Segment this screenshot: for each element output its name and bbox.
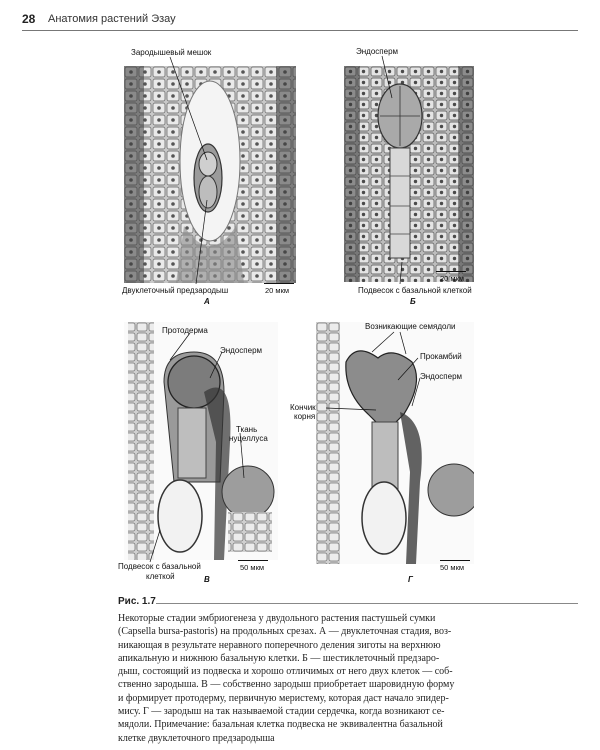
scale-bar-a <box>264 283 294 284</box>
label-two-celled-proembryo: Двуклеточный предзародыш <box>122 286 229 295</box>
caption-line: мису. Г — зародыш на так называемой стадии сердечка, когда возникают се- <box>118 706 445 718</box>
label-suspensor-basal-cell-c-2: клеткой <box>146 572 175 581</box>
micrograph-b <box>344 66 474 282</box>
caption-line: клетке двуклеточного предзародыша <box>118 732 275 744</box>
page-number: 28 <box>22 12 36 26</box>
label-endosperm-d: Эндосперм <box>420 372 463 381</box>
label-endosperm-b: Эндосперм <box>356 47 399 56</box>
figure-title: Рис. 1.7 <box>118 596 156 607</box>
figure-caption <box>118 612 570 745</box>
caption-line: (Capsella bursa-pastoris) на продольных срезах. А — двуклеточная стадия, воз- <box>118 626 452 638</box>
label-procambium: Прокамбий <box>420 352 462 361</box>
label-suspensor-basal-cell-c-1: Подвесок с базальной <box>118 562 201 571</box>
page-header <box>22 10 578 31</box>
label-protoderm: Протодерма <box>162 326 208 335</box>
label-suspensor-basal-cell-b: Подвесок с базальной клеткой <box>358 286 472 295</box>
caption-line: дыш, состоящий из подвеска и хорошо отличимых от него двух клеток — соб- <box>118 666 453 678</box>
label-root-tip-2: корня <box>294 412 316 421</box>
panel-letter-c: В <box>204 575 210 584</box>
caption-line: Некоторые стадии эмбриогенеза у двудольного растения пастушьей сумки <box>118 613 436 624</box>
label-root-tip-1: Кончик <box>290 403 316 412</box>
panel-letter-a: А <box>204 297 210 306</box>
scale-label-a: 20 мкм <box>265 286 290 295</box>
caption-line: апикальную и нижнюю базальную клетки. Б — шестиклеточный предзаро- <box>118 652 440 664</box>
scale-label-c: 50 мкм <box>240 563 265 572</box>
scale-bar-b <box>436 271 466 272</box>
figure-title-rule <box>156 603 578 604</box>
caption-line: и формирует протодерму, первичную меристему, которая даст начало эпидер- <box>118 692 449 704</box>
running-title: Анатомия растений Эзау <box>48 13 176 25</box>
scale-bar-d <box>440 560 470 561</box>
caption-line: ственно зародыша. В — собственно зародыш приобретает шаровидную форму <box>118 679 455 691</box>
label-emerging-cotyledons: Возникающие семядоли <box>365 322 456 331</box>
caption-line: мядоли. Примечание: базальная клетка подвеска не эквивалентна базальной <box>118 719 443 731</box>
scale-label-b: 20 мкм <box>440 274 465 283</box>
caption-line: никающая в результате неравного поперечного деления зиготы на верхнюю <box>118 639 441 651</box>
panel-letter-d: Г <box>408 575 413 584</box>
label-nucellus-tissue-2: нуцеллуса <box>229 434 268 443</box>
label-endosperm-c: Эндосперм <box>220 346 263 355</box>
panel-letter-b: Б <box>410 297 416 306</box>
label-nucellus-tissue-1: Ткань <box>236 425 258 434</box>
label-embryo-sac: Зародышевый мешок <box>131 48 212 57</box>
scale-bar-c <box>238 560 268 561</box>
micrograph-a <box>124 66 296 283</box>
scale-label-d: 50 мкм <box>440 563 465 572</box>
